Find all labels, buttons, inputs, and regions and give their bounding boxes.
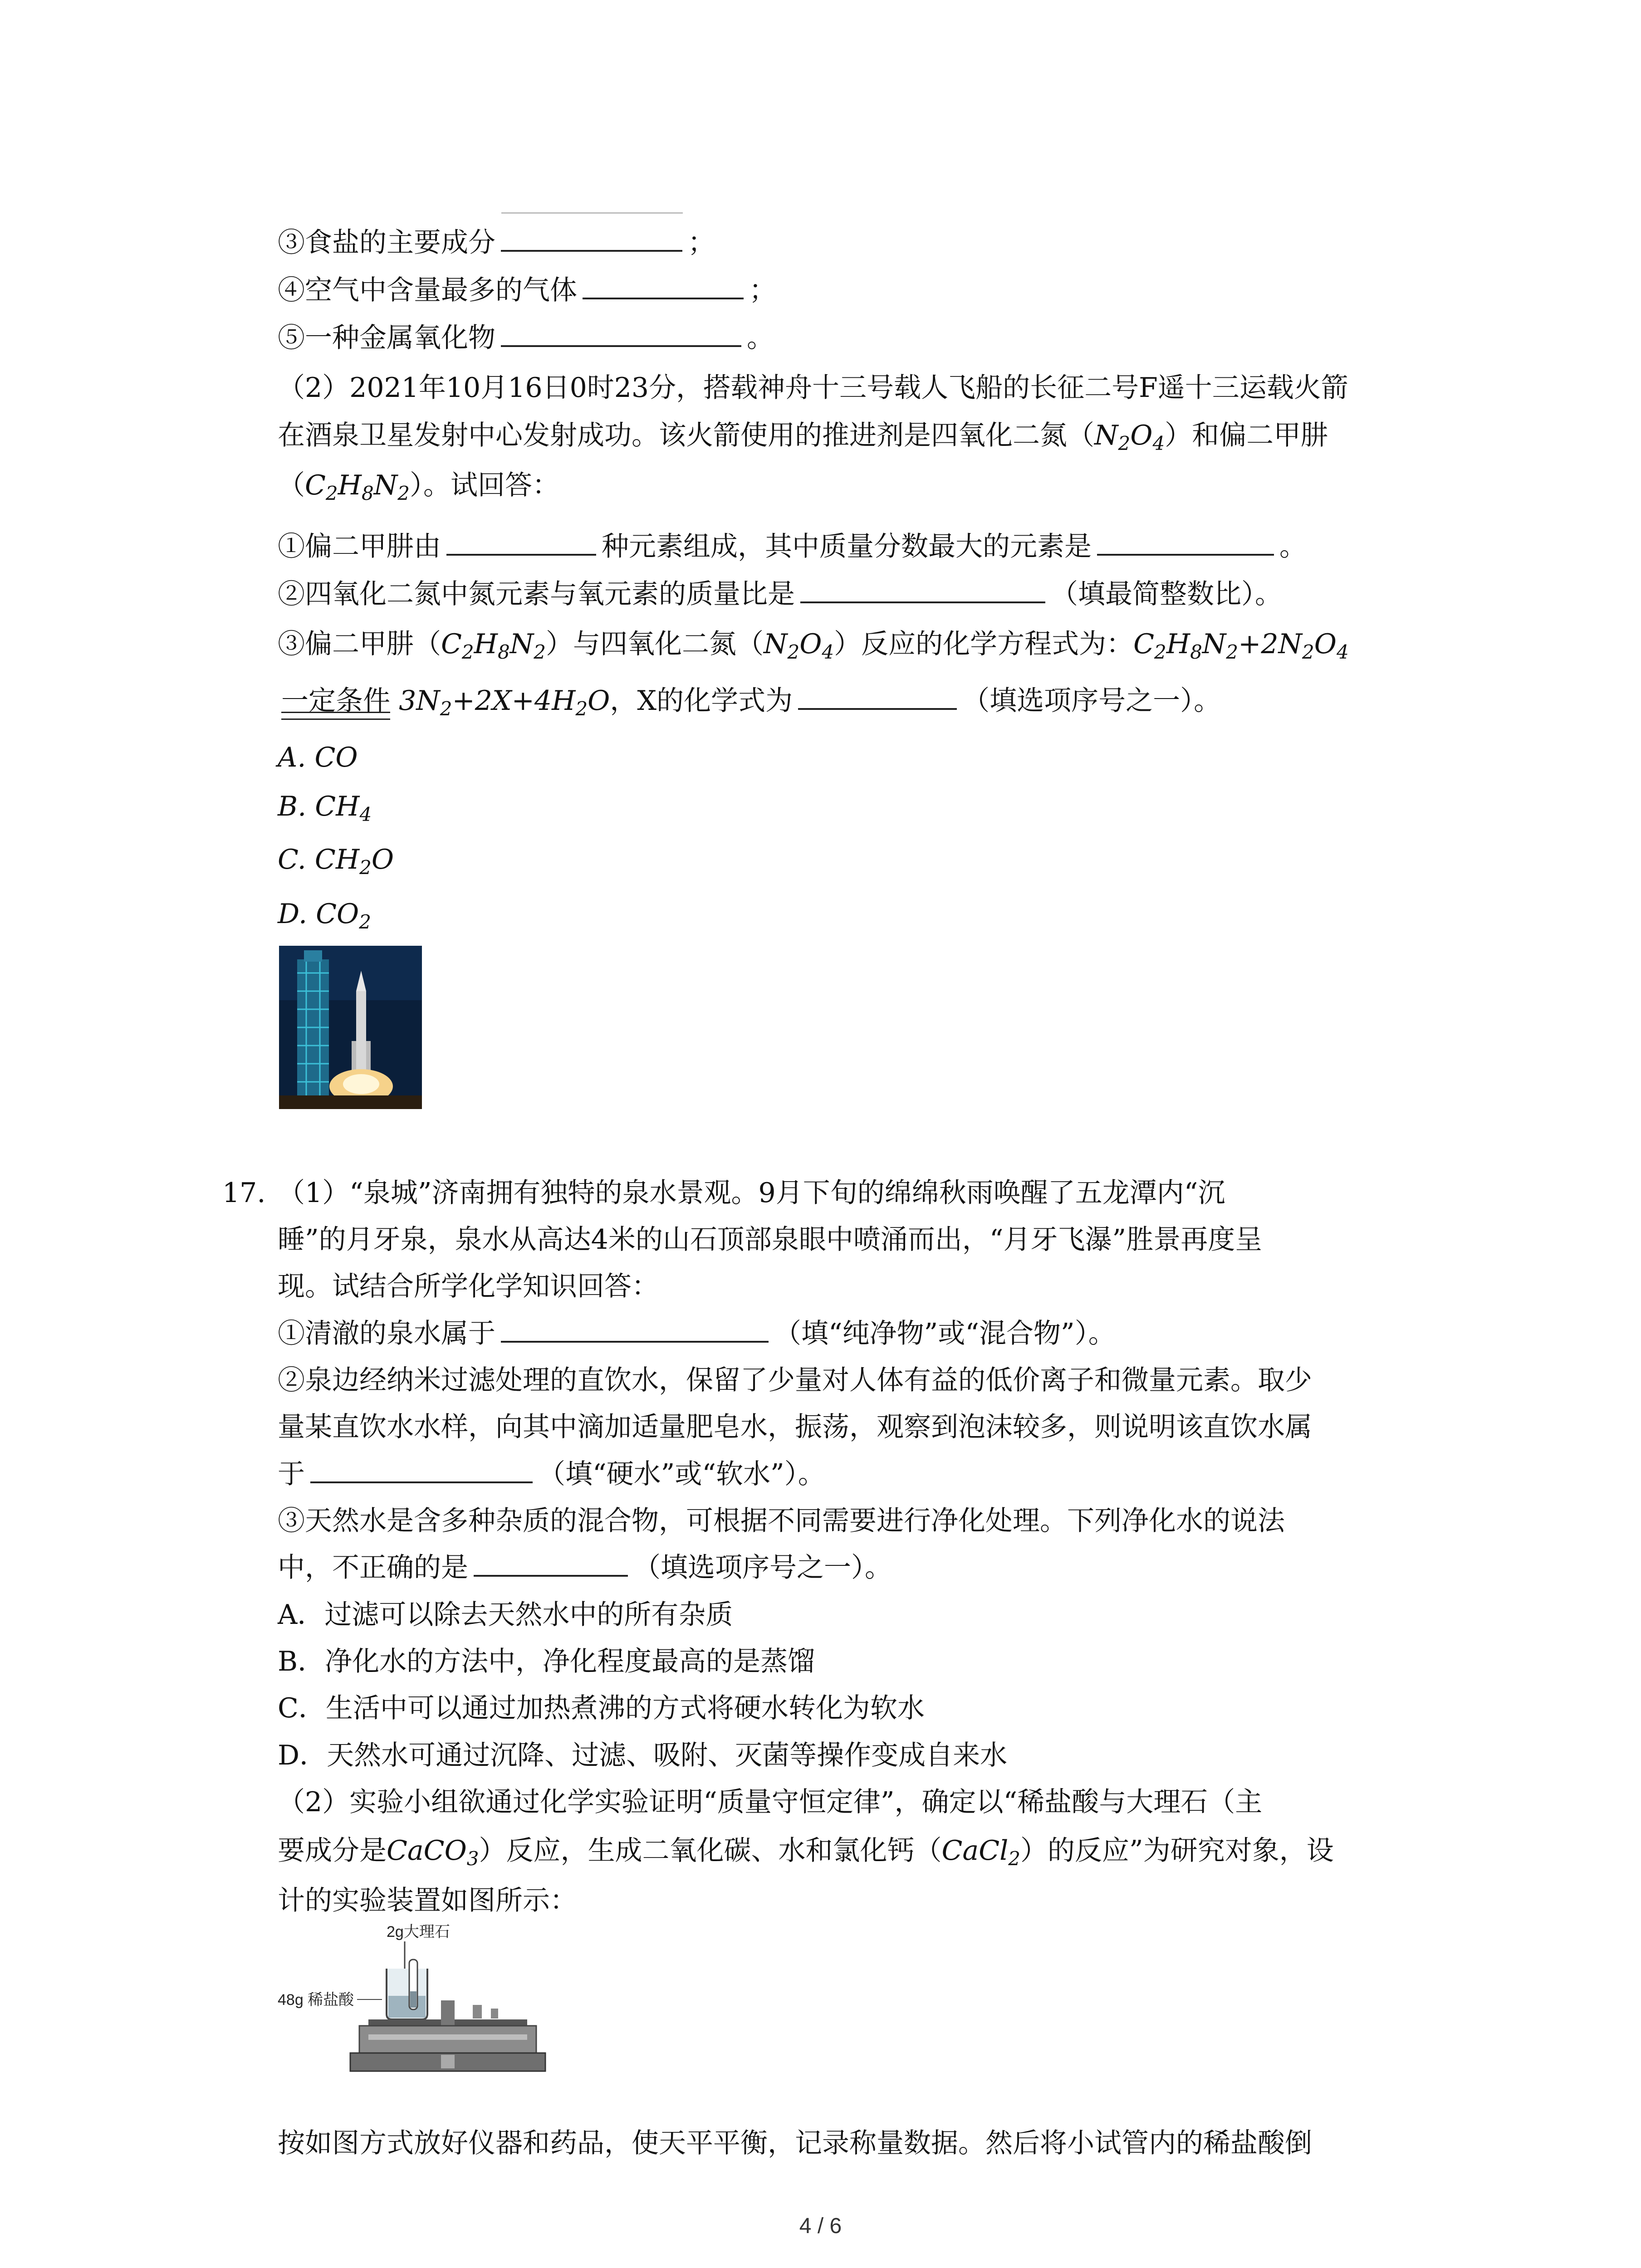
q17-option-b: B．净化水的方法中，净化程度最高的是蒸馏 (278, 1646, 815, 1677)
answer-blank[interactable] (1097, 530, 1274, 556)
answer-blank[interactable] (446, 530, 596, 556)
q17-option-c: C．生活中可以通过加热煮沸的方式将硬水转化为软水 (278, 1692, 925, 1724)
answer-blank[interactable] (501, 322, 741, 347)
q17-part2-line2: 要成分是CaCO$_3$）反应，生成二氧化碳、水和氯化钙（CaCl$_2$）的反应”为研究对象，设 (278, 1835, 1334, 1870)
answer-blank[interactable] (474, 1551, 628, 1577)
q17-line5: ②泉边经纳米过滤处理的直饮水，保留了少量对人体有益的低价离子和微量元素。取少 (278, 1364, 1312, 1396)
q17-line9: 中，不正确的是 （填选项序号之一）。 (278, 1552, 892, 1584)
q16-sub3: ③偏二甲肼$(C_2H_8N_2)$与四氧化二氮$(N_2O_4)$反应的化学方程式为：$C_2H_8N_2+2N_2O_4$ (278, 628, 1349, 663)
q17-last-line: 按如图方式放好仪器和药品，使天平平衡，记录称量数据。然后将小试管内的稀盐酸倒 (278, 2127, 1312, 2159)
q17-line3: 现。试结合所学化学知识回答： (278, 1271, 659, 1302)
option-d: D. $CO_2$ (278, 898, 371, 933)
q17-part2-line3: 计的实验装置如图所示： (278, 1885, 577, 1916)
q16-item5: ⑤一种金属氧化物 。 (278, 322, 774, 354)
q17-line6: 量某直饮水水样，向其中滴加适量肥皂水，振荡，观察到泡沫较多，则说明该直饮水属 (278, 1411, 1312, 1443)
question-number: 17. (222, 1177, 266, 1209)
q17-line8: ③天然水是含多种杂质的混合物，可根据不同需要进行净化处理。下列净化水的说法 (278, 1505, 1285, 1537)
page-number: 4 / 6 (799, 2214, 842, 2238)
figure-label-acid: 48g 稀盐酸 (278, 1991, 354, 2009)
q16-part2-line3: $(C_2H_8N_2)$。试回答： (278, 469, 559, 504)
q16-part2-line2: 在酒泉卫星发射中心发射成功。该火箭使用的推进剂是四氧化二氮$(N_2O_4)$和偏二甲肼 (278, 420, 1328, 455)
answer-blank[interactable] (501, 226, 682, 252)
answer-blank[interactable] (798, 684, 957, 710)
answer-blank[interactable] (501, 1317, 769, 1343)
q16-item3: ③食盐的主要成分 ； (278, 227, 715, 259)
q16-equation-line: 一定条件 $3N_2+2X+4H_2O$，X的化学式为 （填选项序号之一）。 (281, 683, 1221, 719)
q17-line2: 睡”的月牙泉，泉水从高达4米的山石顶部泉眼中喷涌而出，“月牙飞瀑”胜景再度呈 (278, 1224, 1263, 1256)
figure-label-marble: 2g大理石 (387, 1923, 450, 1941)
q16-sub2: ②四氧化二氮中氮元素与氧元素的质量比是 （填最简整数比）。 (278, 578, 1282, 610)
q17-line4: ①清澈的泉水属于 （填“纯净物”或“混合物”）。 (278, 1318, 1116, 1349)
option-b: B. $CH_4$ (278, 791, 372, 826)
q17-option-d: D．天然水可通过沉降、过滤、吸附、灭菌等操作变成自来水 (278, 1740, 1008, 1771)
balance-apparatus-figure (278, 1919, 595, 2109)
reaction-condition: 一定条件 (281, 683, 390, 719)
answer-blank[interactable] (310, 1458, 533, 1483)
option-c: C. $CH_2O$ (278, 844, 394, 879)
q16-part2-line1: （2）2021年10月16日0时23分，搭载神舟十三号载人飞船的长征二号F遥十三运载火箭 (278, 372, 1348, 404)
header-rule (501, 212, 683, 214)
q16-sub1: ①偏二甲肼由 种元素组成，其中质量分数最大的元素是 。 (278, 531, 1307, 562)
q17-part2-line1: （2）实验小组欲通过化学实验证明“质量守恒定律”，确定以“稀盐酸与大理石（主 (278, 1786, 1263, 1818)
q17-option-a: A．过滤可以除去天然水中的所有杂质 (278, 1599, 733, 1631)
q16-item4: ④空气中含量最多的气体 ； (278, 274, 776, 306)
answer-blank[interactable] (583, 274, 744, 299)
q17-line7: 于 （填“硬水”或“软水”）。 (278, 1458, 825, 1490)
option-a: A. CO (278, 742, 358, 773)
q17-line1: （1）“泉城”济南拥有独特的泉水景观。9月下旬的绵绵秋雨唤醒了五龙潭内“沉 (278, 1177, 1225, 1209)
rocket-launch-photo (279, 946, 422, 1109)
answer-blank[interactable] (800, 578, 1045, 603)
